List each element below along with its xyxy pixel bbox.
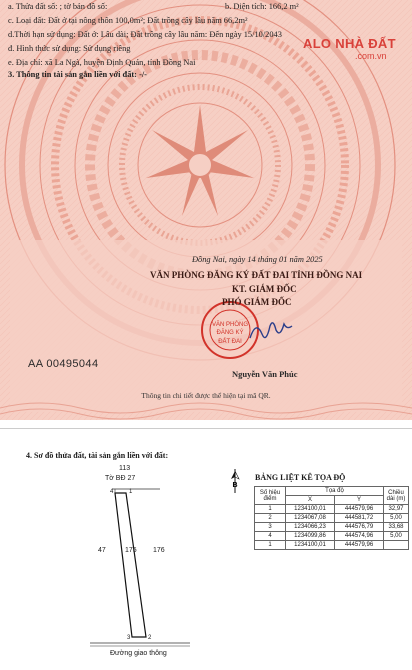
kt-director: KT. GIÁM ĐỐC [232, 284, 297, 294]
cell-y: 444579,96 [335, 541, 384, 550]
field-assets: 3. Thông tin tài sản gắn liền với đất: -/- [8, 70, 147, 79]
cell-x: 1234100,01 [286, 541, 335, 550]
th-point: Số hiệu điểm [255, 487, 286, 505]
map-corner-3: 3 [127, 635, 131, 641]
cell-length: 5,00 [384, 514, 409, 523]
th-coord: Tọa độ [286, 487, 384, 496]
table-row [255, 514, 409, 523]
field-address: e. Địa chỉ: xã La Ngà, huyện Định Quán, tỉnh Đồng Nai [8, 58, 196, 67]
parcel-diagram-sheet [0, 428, 412, 670]
field-land-type: c. Loại đất: Đất ở tại nông thôn 100,0m²; Đất trồng cây lâu năm 66,2m² [8, 16, 248, 25]
table-row [255, 523, 409, 532]
svg-text:B: B [232, 482, 238, 489]
signer-name: Nguyễn Văn Phúc [232, 369, 298, 379]
table-row [255, 541, 409, 550]
cell-length: 5,00 [384, 532, 409, 541]
th-y: Y [335, 496, 384, 505]
cell-point: 1 [255, 505, 286, 514]
red-stamp-seal [202, 302, 258, 358]
north-arrow-icon [228, 469, 242, 493]
cell-y: 444581,72 [335, 514, 384, 523]
map-label-top-sheet: Tờ BĐ 27 [105, 475, 136, 482]
watermark-logo: ALO NHÀ ĐẤT [303, 36, 396, 51]
map-label-right-parcel: 176 [153, 547, 165, 554]
cell-point: 4 [255, 532, 286, 541]
map-label-road: Đường giao thông [110, 650, 167, 657]
cell-y: 444574,96 [335, 532, 384, 541]
svg-text:ĐĂNG KÝ: ĐĂNG KÝ [216, 330, 244, 336]
svg-text:ĐẤT ĐAI: ĐẤT ĐAI [218, 339, 242, 345]
table-row [255, 532, 409, 541]
cell-y: 444579,96 [335, 505, 384, 514]
cell-x: 1234099,86 [286, 532, 335, 541]
field-land-term: d.Thời hạn sử dụng: Đất ở: Lâu dài; Đất trồng cây lâu năm: Đến ngày 15/10/2043 [8, 30, 282, 39]
cell-length: 33,68 [384, 523, 409, 532]
cell-x: 1234066,23 [286, 523, 335, 532]
cell-point: 3 [255, 523, 286, 532]
th-x: X [286, 496, 335, 505]
signing-date: Đồng Nai, ngày 14 tháng 01 năm 2025 [192, 255, 323, 264]
th-length: Chiều dài (m) [384, 487, 409, 505]
table-row [255, 505, 409, 514]
section-title: 4. Sơ đồ thửa đất, tài sản gắn liền với đất: [26, 451, 169, 460]
map-label-top-parcel: 113 [119, 465, 131, 472]
field-parcel-number: a. Thửa đất số: ; tờ bản đồ số: [8, 2, 108, 11]
svg-text:VĂN PHÒNG: VĂN PHÒNG [211, 322, 249, 328]
office-name: VĂN PHÒNG ĐĂNG KÝ ĐẤT ĐAI TỈNH ĐỒNG NAI [150, 270, 363, 280]
map-label-center-parcel: 175 [125, 547, 137, 554]
field-area: b. Diện tích: 166,2 m² [225, 2, 299, 11]
cell-point: 2 [255, 514, 286, 523]
cell-x: 1234067,08 [286, 514, 335, 523]
certificate-serial: AA 00495044 [28, 358, 99, 370]
cell-x: 1234100,01 [286, 505, 335, 514]
map-corner-1: 1 [129, 489, 133, 495]
deputy-director: PHÓ GIÁM ĐỐC [222, 297, 292, 307]
map-label-left-parcel: 47 [98, 547, 106, 554]
cell-length: 32,97 [384, 505, 409, 514]
coordinates-table [254, 486, 409, 550]
watermark-domain: .com.vn [355, 51, 387, 61]
cell-point: 1 [255, 541, 286, 550]
cell-length [384, 541, 409, 550]
coordinates-table-title: BẢNG LIỆT KÊ TỌA ĐỘ [255, 473, 346, 482]
map-corner-2: 2 [148, 635, 152, 641]
map-corner-4: 4 [110, 489, 114, 495]
qr-note: Thông tin chi tiết được thể hiện tại mã QR. [141, 391, 271, 400]
field-usage-form: đ. Hình thức sử dụng: Sử dụng riêng [8, 44, 131, 53]
cell-y: 444576,79 [335, 523, 384, 532]
